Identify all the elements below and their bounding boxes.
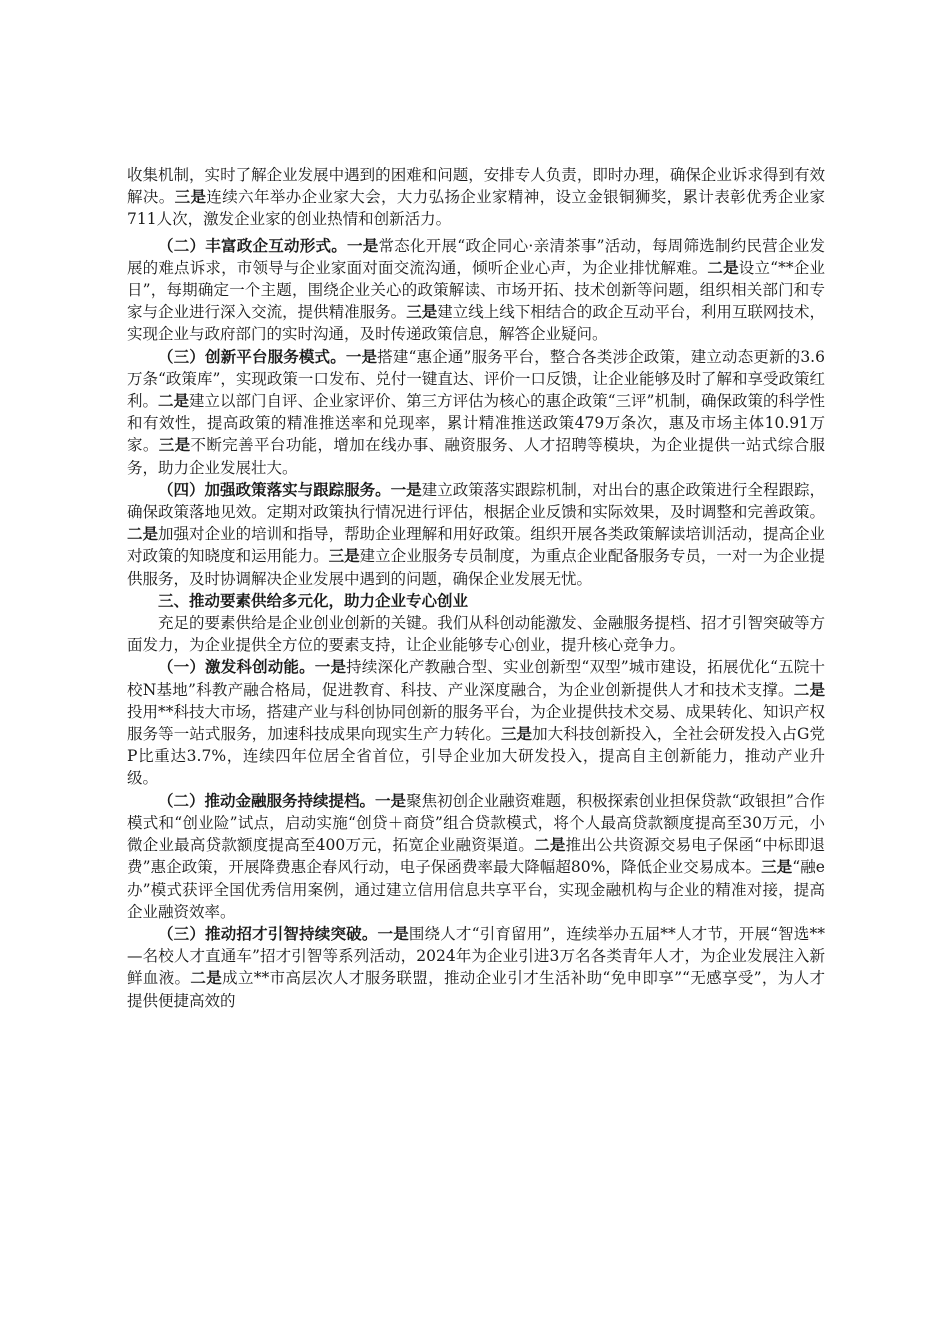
bold-run: 三是 (406, 302, 438, 322)
text-run: 收集机制，实时了解企业发展中遇到的困难和问题，安排专人负责，即时办理，确保企业诉求得到有效解决。 (127, 166, 825, 207)
text-run: 围绕人才“引育留用”，连续举办五届**人才节，开展“智选**—名校人才直通车”招才引智等系列活动，2024年为企业引进3万名各类青年人才，为企业发展注入新鲜血液。 (127, 924, 825, 988)
subheading-run: （四）加强政策落实与跟踪服务。 (158, 479, 391, 499)
subheading-run: （一）激发科创动能。 (158, 657, 315, 677)
text-run: 加大科技创新投入，全社会研发投入占G党P比重达3.7%，连续四年位居全省首位，引导企业加大研发投入，提高自主创新能力，推动产业升级。 (127, 725, 825, 788)
section-heading-3 (127, 590, 825, 612)
paragraph-section-2-3 (127, 346, 825, 479)
paragraph-section-3-2 (127, 790, 825, 923)
bold-run: 二是 (127, 524, 159, 544)
bold-run: 一是 (377, 923, 409, 943)
bold-run: 三是 (500, 724, 533, 744)
bold-run: 一是 (346, 235, 379, 255)
text-run: 建立政策落实跟踪机制，对出台的惠企政策进行全程跟踪，确保政策落地见效。定期对政策执行情况进行评估，根据企业反馈和实际效果，及时调整和完善政策。 (127, 480, 825, 522)
subheading-run: （二）丰富政企互动形式。 (158, 235, 347, 255)
bold-run: 一是 (390, 479, 422, 499)
text-run: 建立线上线下相结合的政企互动平台，利用互联网技术，实现企业与政府部门的实时沟通，及时传递政策信息，解答企业疑问。 (127, 303, 825, 344)
text-run: “融e办”模式获评全国优秀信用案例，通过建立信用信息共享平台，实现金融机构与企业的精准对接，提高企业融资效率。 (127, 858, 825, 921)
text-run: 投用**科技大市场，搭建产业与科创协同创新的服务平台，为企业提供技术交易、成果转化、知识产权服务等一站式服务，加速科技成果向现实生产力转化。 (127, 702, 825, 744)
text-run: 建立以部门自评、企业家评价、第三方评估为核心的惠企政策“三评”机制，确保政策的科学性和有效性，提高政策的精准推送率和兑现率，累计精准推送政策479万条次，惠及市场主体10.91万家。 (127, 392, 825, 455)
text-run: 设立“**企业日”，每期确定一个主题，围绕企业关心的政策解读、市场开拓、技术创新等问题，组织相关部门和专家与企业进行深入交流，提供精准服务。 (127, 258, 825, 322)
bold-run: 三是 (174, 187, 207, 207)
paragraph-section-3-1 (127, 656, 825, 789)
bold-run: 二是 (190, 968, 223, 988)
document-page (127, 164, 825, 1012)
subheading-run: （二）推动金融服务持续提档。 (158, 790, 376, 810)
bold-run: 二是 (534, 835, 566, 855)
bold-run: 一是 (314, 657, 347, 677)
text-run: 常态化开展“政企同心·亲清茶事”活动，每周筛选制约民营企业发展的难点诉求，市领导与企业家面对面交流沟通，倾听企业心声，为企业排忧解难。 (127, 236, 825, 277)
paragraph-section-2-4 (127, 479, 825, 590)
paragraph-section-3-3 (127, 923, 825, 1012)
heading-run: 三、推动要素供给多元化，助力企业专心创业 (158, 590, 469, 610)
text-run: 充足的要素供给是企业创业创新的关键。我们从科创动能激发、金融服务提档、招才引智突破等方面发力，为企业提供全方位的要素支持，让企业能够专心创业，提升核心竞争力。 (127, 614, 825, 655)
text-run: 聚焦初创企业融资难题，积极探索创业担保贷款“政银担”合作模式和“创业险”试点，启动实施“创贷＋商贷”组合贷款模式，将个人最高贷款额度提高至30万元，小微企业最高贷款额度提高至400万元，拓宽企业融资渠道。 (127, 791, 825, 855)
text-run: 持续深化产教融合型、实业创新型“双型”城市建设，拓展优化“五院十校N基地”科教产融合格局，促进教育、科技、产业深度融合，为企业创新提供人才和技术支撑。 (127, 658, 825, 699)
bold-run: 二是 (707, 257, 739, 277)
bold-run: 一是 (375, 790, 407, 810)
text-run: 连续六年举办企业家大会，大力弘扬企业家精神，设立金银铜狮奖，累计表彰优秀企业家711人次，激发企业家的创业热情和创新活力。 (127, 188, 825, 229)
paragraph-section-2-2 (127, 235, 825, 346)
paragraph-section-3-intro (127, 612, 825, 656)
bold-run: 三是 (761, 857, 793, 877)
text-run: 加强对企业的培训和指导，帮助企业理解和用好政策。组织开展各类政策解读培训活动，提高企业对政策的知晓度和运用能力。 (127, 525, 825, 566)
paragraph-continuation (127, 164, 825, 231)
bold-run: 一是 (345, 346, 378, 366)
text-run: 建立企业服务专员制度，为重点企业配备服务专员，一对一为企业提供服务，及时协调解决企业发展中遇到的问题，确保企业发展无忧。 (127, 547, 825, 588)
text-run: 成立**市高层次人才服务联盟，推动企业引才生活补助“免申即享”“无感享受”，为人才提供便捷高效的 (127, 969, 825, 1010)
bold-run: 二是 (158, 391, 190, 411)
text-run: 推出公共资源交易电子保函“中标即退费”惠企政策，开展降费惠企春风行动，电子保函费率最大降幅超80%，降低企业交易成本。 (127, 836, 825, 877)
bold-run: 二是 (793, 679, 825, 699)
subheading-run: （三）推动招才引智持续突破。 (158, 923, 378, 943)
bold-run: 三是 (158, 435, 191, 455)
subheading-run: （三）创新平台服务模式。 (158, 346, 346, 366)
bold-run: 三是 (328, 546, 360, 566)
text-run: 不断完善平台功能，增加在线办事、融资服务、人才招聘等模块，为企业提供一站式综合服务，助力企业发展壮大。 (127, 436, 825, 477)
text-run: 搭建“惠企通”服务平台，整合各类涉企政策，建立动态更新的3.6万条“政策库”，实现政策一口发布、兑付一键直达、评价一口反馈，让企业能够及时了解和享受政策红利。 (127, 347, 825, 411)
